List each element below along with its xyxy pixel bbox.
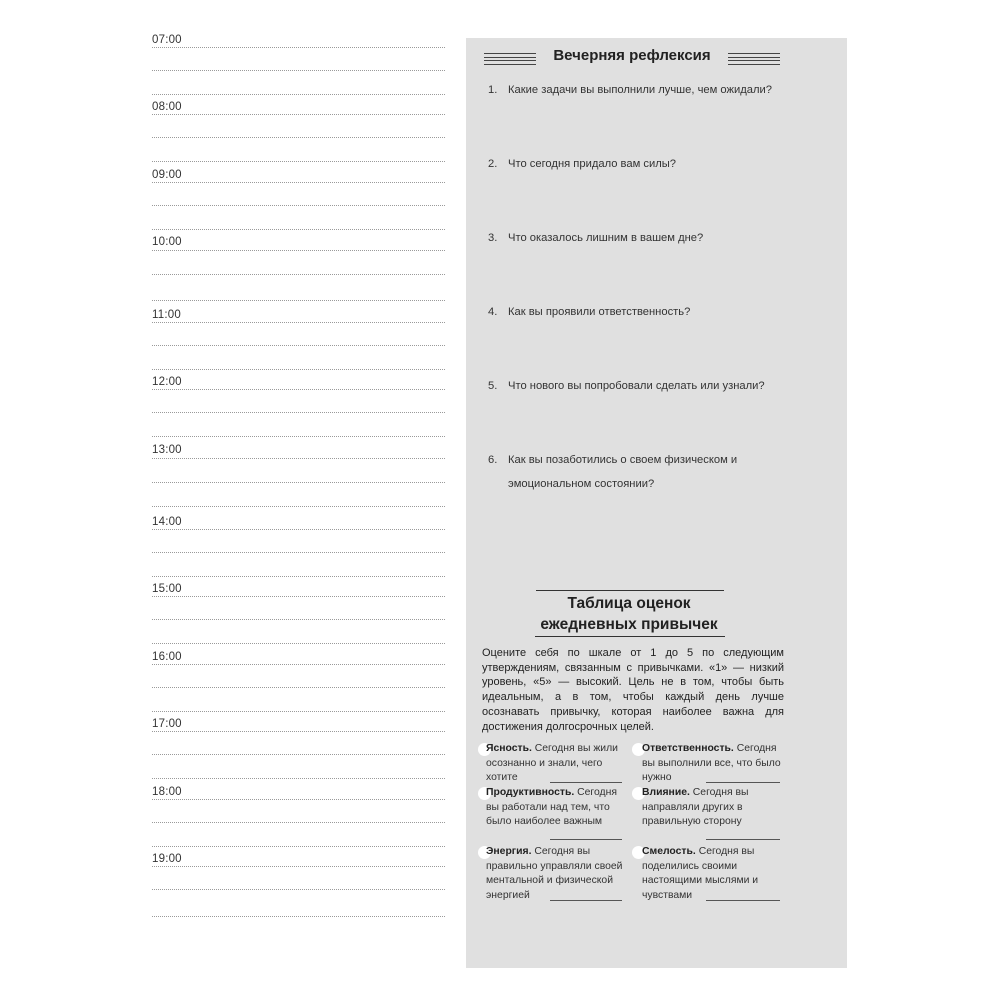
hour-label: 15:00 bbox=[152, 583, 182, 595]
habit-clarity: Ясность. Сегодня вы жили осознанно и знали, чего хотите bbox=[486, 743, 618, 783]
habit-influence: Влияние. Сегодня вы направляли других в правильную сторону bbox=[642, 787, 749, 827]
habits-intro: Оцените себя по шкале от 1 до 5 по следующим утверждениям, связанным с привычками. «1» — низкий уровень, «5» — высокий. Цель не в том, чтобы быть идеальным, а в том, чтобы каждый день лучше осознавать привычку, которая наиболее важна для достижения долгосрочных целей. bbox=[482, 647, 784, 733]
hour-label: 16:00 bbox=[152, 651, 182, 663]
habits-title-underline bbox=[535, 636, 725, 637]
productivity-score-field[interactable] bbox=[550, 839, 622, 840]
hour-label: 19:00 bbox=[152, 853, 182, 865]
evening-reflection-panel: Вечерняя рефлексия 1. Какие задачи вы выполнили лучше, чем ожидали? 2. Что сегодня придало вам силы? 3. Что оказалось лишним в вашем дне? 4. Как вы проявили ответственность? 5. Что нового вы попробовали сделать или узнали? 6. Как вы позаботились о своем физическом и эмоциональном состоянии? Таблица оценок ежедневных привычек Оцените себя по шкале от 1 до 5 по следующим утверждениям, связанным с привычками. «1» — низкий уровень, «5» — высокий. Цель не в том, чтобы быть идеальным, а в том, чтобы каждый день лучше осознавать привычку, которая наиболее важна для достижения долгосрочных целей. Ясность. Сегодня вы жили осознанно и знали, чего хотите Ответственность. Сегодня вы выполнили все, что было нужно Продуктивность. Сегодня вы работали над тем, что было наиболее важным Влияние. Сегодня вы направляли других в правильную сторону Энергия. Сегодня вы правильно управляли своей ментальной и физической энергией Смелость. Сегодня вы поделились своими настоящими мыслями и чувствами bbox=[466, 38, 847, 968]
habits-title: Таблица оценок ежедневных привычек bbox=[540, 595, 718, 633]
hour-label: 09:00 bbox=[152, 169, 182, 181]
hour-label: 08:00 bbox=[152, 101, 182, 113]
hour-label: 17:00 bbox=[152, 718, 182, 730]
clarity-score-field[interactable] bbox=[550, 782, 622, 783]
hour-label: 13:00 bbox=[152, 444, 182, 456]
decorative-rules-right bbox=[728, 53, 780, 67]
hour-label: 14:00 bbox=[152, 516, 182, 528]
hour-label: 11:00 bbox=[152, 309, 181, 321]
hour-label: 12:00 bbox=[152, 376, 182, 388]
habits-top-rule bbox=[536, 590, 724, 591]
influence-score-field[interactable] bbox=[706, 839, 780, 840]
habit-productivity: Продуктивность. Сегодня вы работали над тем, что было наиболее важным bbox=[486, 787, 617, 827]
habit-responsibility: Ответственность. Сегодня вы выполнили все, что было нужно bbox=[642, 743, 781, 783]
responsibility-score-field[interactable] bbox=[706, 782, 780, 783]
energy-score-field[interactable] bbox=[550, 900, 622, 901]
reflection-header bbox=[484, 46, 780, 70]
hour-label: 18:00 bbox=[152, 786, 182, 798]
reflection-title: Вечерняя рефлексия bbox=[553, 47, 711, 64]
hour-label: 07:00 bbox=[152, 34, 182, 46]
decorative-rules-left bbox=[484, 53, 536, 67]
habit-energy: Энергия. Сегодня вы правильно управляли своей ментальной и физической энергией bbox=[486, 846, 623, 901]
hourly-schedule bbox=[0, 0, 460, 1000]
hour-label: 10:00 bbox=[152, 236, 182, 248]
courage-score-field[interactable] bbox=[706, 900, 780, 901]
habit-courage: Смелость. Сегодня вы поделились своими настоящими мыслями и чувствами bbox=[642, 846, 759, 901]
